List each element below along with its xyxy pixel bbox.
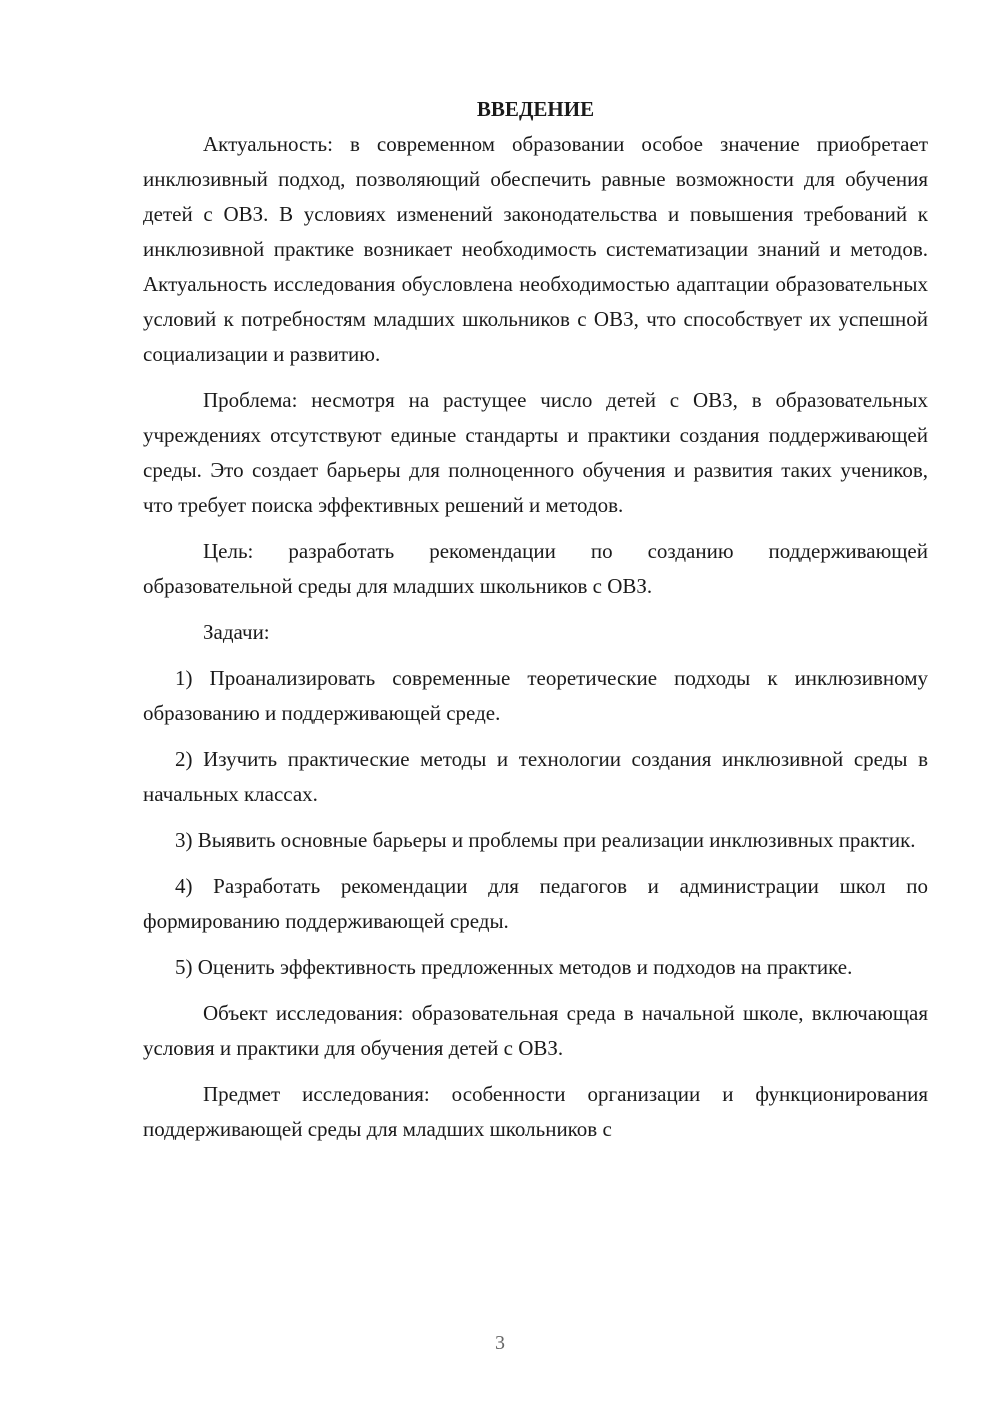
task-item-5: 5) Оценить эффективность предложенных методов и подходов на практике. (175, 955, 853, 979)
paragraph-subject: Предмет исследования: особенности организации и функционирования поддерживающей среды для младших школьников с (143, 1082, 928, 1141)
section-title: ВВЕДЕНИЕ (476, 97, 595, 121)
paragraph-relevance: Актуальность: в современном образовании особое значение приобретает инклюзивный подход, позволяющий обеспечить равные возможности для обучения детей с ОВЗ. В условиях изменений законодательства и повышения требований к инклюзивной практике возникает необходимость систематизации знаний и методов. Актуальность исследования обусловлена необходимостью адаптации образовательных условий к потребностям младших школьников с ОВЗ, что способствует их успешной социализации и развитию. (143, 132, 928, 366)
document-page (143, 92, 928, 1158)
task-item-1: 1) Проанализировать современные теоретические подходы к инклюзивному образованию и поддерживающей среде. (143, 666, 928, 725)
paragraph-goal: Цель: разработать рекомендации по созданию поддерживающей образовательной среды для младших школьников с ОВЗ. (143, 539, 928, 598)
task-item-4: 4) Разработать рекомендации для педагогов и администрации школ по формированию поддерживающей среды. (143, 874, 928, 933)
page-number: 3 (495, 1332, 505, 1354)
paragraph-problem: Проблема: несмотря на растущее число детей с ОВЗ, в образовательных учреждениях отсутствуют единые стандарты и практики создания поддерживающей среды. Это создает барьеры для полноценного обучения и развития таких учеников, что требует поиска эффективных решений и методов. (143, 388, 928, 517)
paragraph-object: Объект исследования: образовательная среда в начальной школе, включающая условия и практики для обучения детей с ОВЗ. (143, 1001, 928, 1060)
tasks-heading: Задачи: (203, 620, 270, 644)
task-item-2: 2) Изучить практические методы и технологии создания инклюзивной среды в начальных классах. (143, 747, 928, 806)
task-item-3: 3) Выявить основные барьеры и проблемы при реализации инклюзивных практик. (175, 828, 916, 852)
